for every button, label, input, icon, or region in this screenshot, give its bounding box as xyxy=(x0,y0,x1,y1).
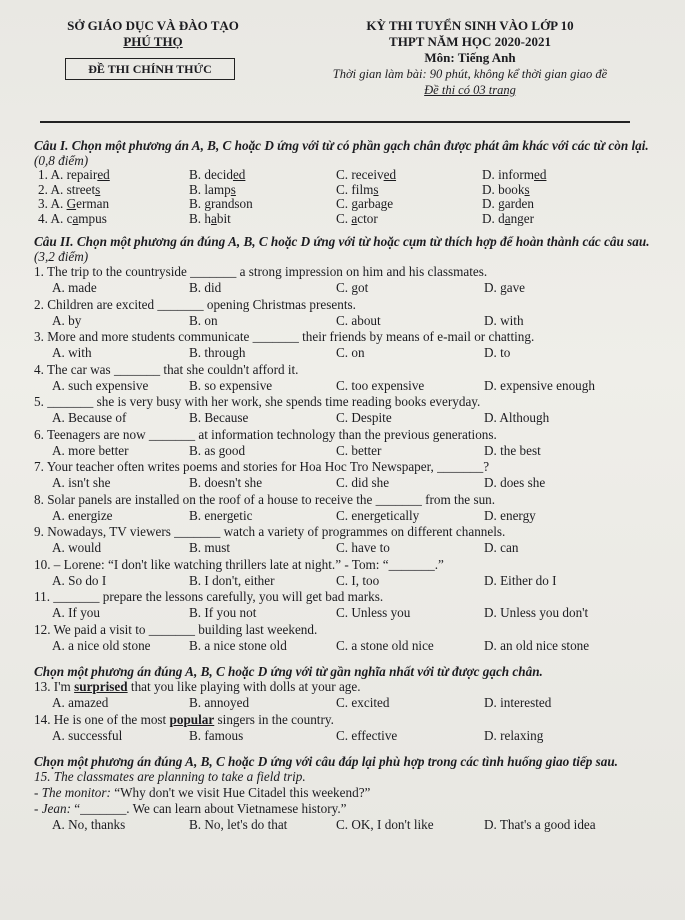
option-b[interactable]: B. a nice stone old xyxy=(189,637,287,653)
option-c[interactable]: C. energetically xyxy=(336,507,420,523)
underlined-part: s xyxy=(373,181,379,197)
option-d[interactable]: D. to xyxy=(484,345,511,361)
options-row xyxy=(34,728,664,745)
section-1-points: (0,8 điểm) xyxy=(34,153,89,168)
option-c[interactable] xyxy=(336,183,379,198)
option-b[interactable]: B. energetic xyxy=(189,507,253,523)
option-text: D. d xyxy=(482,210,505,226)
options-row xyxy=(34,378,664,395)
option-b[interactable]: B. I don't, either xyxy=(189,572,275,588)
option-a[interactable]: A. would xyxy=(52,540,102,556)
underlined-part: g xyxy=(204,196,211,212)
option-text: C. xyxy=(336,196,352,212)
question-stem: 2. Children are excited _______ opening Christmas presents. xyxy=(34,296,356,312)
header-divider xyxy=(40,121,630,123)
option-d[interactable]: D. with xyxy=(484,312,524,328)
section-4-title: Chọn một phương án đúng A, B, C hoặc D ứng với câu đáp lại phù hợp trong các tình huống giao tiếp sau. xyxy=(34,754,618,770)
options-row xyxy=(34,280,664,297)
question-stem xyxy=(34,712,664,728)
option-c[interactable]: C. a stone old nice xyxy=(336,637,434,653)
option-a[interactable]: A. a nice old stone xyxy=(52,637,151,653)
pronunciation-rows xyxy=(34,168,664,226)
option-d[interactable]: D. an old nice stone xyxy=(484,637,590,653)
option-d[interactable] xyxy=(482,197,534,212)
option-b[interactable] xyxy=(189,183,236,198)
option-d[interactable]: D. energy xyxy=(484,507,536,523)
header-right xyxy=(290,18,650,98)
option-text: D. xyxy=(482,196,499,212)
option-c[interactable]: C. effective xyxy=(336,727,398,743)
jean-label: - Jean: xyxy=(34,801,71,817)
school-year: THPT NĂM HỌC 2020-2021 xyxy=(389,34,551,49)
pronunciation-row xyxy=(34,168,664,183)
option-d[interactable]: D. Although xyxy=(484,410,550,426)
options-row xyxy=(34,573,664,590)
option-c[interactable] xyxy=(336,197,393,212)
option-b[interactable]: B. on xyxy=(189,312,218,328)
option-a[interactable] xyxy=(38,197,109,212)
option-a[interactable] xyxy=(38,212,107,227)
question-stem: 9. Nowadays, TV viewers _______ watch a variety of programmes on different channels. xyxy=(34,524,506,540)
option-b[interactable]: B. If you not xyxy=(189,605,257,621)
option-c[interactable]: C. OK, I don't like xyxy=(336,817,434,833)
option-a[interactable]: A. No, thanks xyxy=(52,817,126,833)
page-count: Đề thi có 03 trang xyxy=(424,83,516,97)
options-row xyxy=(34,443,664,460)
options-row xyxy=(34,345,664,362)
option-text: arbage xyxy=(357,196,394,212)
option-d[interactable]: D. gave xyxy=(484,280,526,296)
underlined-part: ed xyxy=(97,167,110,182)
option-a[interactable]: A. with xyxy=(52,345,92,361)
option-c[interactable]: C. excited xyxy=(336,695,390,711)
option-text: D. inform xyxy=(482,167,535,182)
options-row xyxy=(34,410,664,427)
option-c[interactable]: C. too expensive xyxy=(336,377,425,393)
options-row xyxy=(34,475,664,492)
section-4 xyxy=(34,754,664,834)
option-text: erman xyxy=(76,196,110,212)
option-b[interactable] xyxy=(189,197,253,212)
option-c[interactable] xyxy=(336,168,396,183)
option-d[interactable]: D. does she xyxy=(484,475,546,491)
pronunciation-row xyxy=(34,197,664,212)
option-text: B. xyxy=(189,196,205,212)
option-text: B. h xyxy=(189,210,211,226)
jean-text: “_______. We can learn about Vietnamese history.” xyxy=(70,801,347,817)
option-text: bit xyxy=(216,210,231,226)
option-c[interactable]: C. on xyxy=(336,345,365,361)
option-c[interactable]: C. did she xyxy=(336,475,390,491)
underlined-part: ed xyxy=(383,167,397,182)
option-text: 1. A. repair xyxy=(38,167,98,182)
stem-text: 13. I'm xyxy=(34,679,75,695)
section-2-points: (3,2 điểm) xyxy=(34,249,89,265)
option-a[interactable]: A. more better xyxy=(52,442,129,458)
option-text: 2. A. street xyxy=(38,181,96,197)
underlined-part: g xyxy=(498,196,505,212)
option-b[interactable]: B. must xyxy=(189,540,231,556)
option-b[interactable]: B. Because xyxy=(189,410,249,426)
option-c[interactable]: C. got xyxy=(336,280,369,296)
option-d[interactable]: D. the best xyxy=(484,442,541,458)
section-2-title xyxy=(34,234,664,264)
option-text: B. decid xyxy=(189,167,233,182)
option-c[interactable]: C. have to xyxy=(336,540,390,556)
question-15-stem: 15. The classmates are planning to take a field trip. xyxy=(34,769,306,785)
exam-title: KỲ THI TUYỂN SINH VÀO LỚP 10 xyxy=(366,18,574,33)
jean-line xyxy=(34,801,664,817)
options-row xyxy=(34,508,664,525)
options-row xyxy=(34,313,664,330)
option-a[interactable]: A. If you xyxy=(52,605,100,621)
option-a[interactable]: A. Because of xyxy=(52,410,127,426)
underlined-part: a xyxy=(72,210,79,226)
option-text: mpus xyxy=(78,210,107,226)
option-a[interactable]: A. such expensive xyxy=(52,377,149,393)
option-text: B. lamp xyxy=(189,181,231,197)
synonym-questions xyxy=(34,679,664,744)
section-1-title xyxy=(34,138,664,168)
official-exam-label: ĐỀ THI CHÍNH THỨC xyxy=(65,58,235,80)
option-c[interactable]: C. I, too xyxy=(336,572,380,588)
underlined-part: a xyxy=(351,210,358,226)
option-c[interactable]: C. about xyxy=(336,312,381,328)
option-d[interactable]: D. Either do I xyxy=(484,572,557,588)
department-name: SỞ GIÁO DỤC VÀ ĐÀO TẠO xyxy=(67,18,239,33)
option-a[interactable]: A. amazed xyxy=(52,695,109,711)
question-stem: 11. _______ prepare the lessons carefully, you will get bad marks. xyxy=(34,589,384,605)
section-1 xyxy=(34,138,664,226)
option-b[interactable]: B. through xyxy=(189,345,246,361)
section-3-title: Chọn một phương án đúng A, B, C hoặc D ứng với từ gần nghĩa nhất với từ được gạch chân. xyxy=(34,664,543,680)
underlined-part: s xyxy=(230,181,236,197)
pronunciation-row xyxy=(34,212,664,227)
option-a[interactable] xyxy=(38,183,100,198)
option-text: nger xyxy=(510,210,535,226)
monitor-text: “Why don't we visit Hue Citadel this weekend?” xyxy=(110,785,371,801)
question-stem xyxy=(34,679,664,695)
time-limit: Thời gian làm bài: 90 phút, không kể thời gian giao đề xyxy=(332,67,608,81)
option-a[interactable]: A. by xyxy=(52,312,82,328)
option-b[interactable]: B. annoyed xyxy=(189,695,250,711)
question-stem: 4. The car was _______ that she couldn't afford it. xyxy=(34,361,299,377)
option-d[interactable]: D. That's a good idea xyxy=(484,817,596,833)
underlined-word: surprised xyxy=(74,679,128,695)
underlined-part: ed xyxy=(232,167,246,182)
option-a[interactable]: A. successful xyxy=(52,727,123,743)
underlined-part: s xyxy=(524,181,530,197)
underlined-part: g xyxy=(351,196,358,212)
header-left xyxy=(38,18,268,50)
underlined-part: G xyxy=(66,196,77,212)
option-text: 3. A. xyxy=(38,196,67,212)
option-a[interactable]: A. energize xyxy=(52,507,113,523)
section-2-instruction: Câu II. Chọn một phương án đúng A, B, C hoặc D ứng với từ hoặc cụm từ thích hợp để hoàn thành các câu sau. xyxy=(34,234,650,250)
option-d[interactable]: D. expensive enough xyxy=(484,377,595,393)
stem-text: 14. He is one of the most xyxy=(34,711,170,727)
question-15-options xyxy=(34,817,664,834)
pronunciation-row xyxy=(34,183,664,198)
stem-text: that you like playing with dolls at your age. xyxy=(127,679,361,695)
underlined-part: ed xyxy=(534,167,547,182)
option-d[interactable]: D. relaxing xyxy=(484,727,544,743)
question-stem: 3. More and more students communicate _______ their friends by means of e-mail or chatting. xyxy=(34,329,535,345)
section-3 xyxy=(34,664,664,744)
option-a[interactable] xyxy=(38,168,110,183)
option-c[interactable] xyxy=(336,212,378,227)
subject: Môn: Tiếng Anh xyxy=(424,50,516,65)
option-b[interactable]: B. No, let's do that xyxy=(189,817,288,833)
underlined-part: a xyxy=(504,210,511,226)
option-b[interactable]: B. doesn't she xyxy=(189,475,263,491)
option-d[interactable]: D. Unless you don't xyxy=(484,605,589,621)
option-text: 4. A. c xyxy=(38,210,73,226)
question-stem: 12. We paid a visit to _______ building last weekend. xyxy=(34,621,318,637)
option-text: randson xyxy=(210,196,253,212)
option-d[interactable]: D. interested xyxy=(484,695,552,711)
option-d[interactable] xyxy=(482,212,534,227)
section-1-instruction: Câu I. Chọn một phương án A, B, C hoặc D ứng với từ có phần gạch chân được phát âm khác với các từ còn lại. xyxy=(34,138,649,153)
underlined-part: a xyxy=(210,210,217,226)
underlined-word: popular xyxy=(169,711,215,727)
options-row xyxy=(34,695,664,712)
option-d[interactable] xyxy=(482,183,530,198)
question-stem: 1. The trip to the countryside _______ a strong impression on him and his classmates. xyxy=(34,264,488,280)
option-text: D. book xyxy=(482,181,525,197)
section-2 xyxy=(34,234,664,654)
question-stem: 8. Solar panels are installed on the roof of a house to receive the _______ from the sun. xyxy=(34,491,496,507)
option-b[interactable]: B. famous xyxy=(189,727,244,743)
monitor-line xyxy=(34,785,664,801)
option-c[interactable]: C. Unless you xyxy=(336,605,411,621)
option-b[interactable]: B. as good xyxy=(189,442,246,458)
grammar-questions xyxy=(34,264,664,654)
option-d[interactable]: D. can xyxy=(484,540,519,556)
options-row xyxy=(34,605,664,622)
option-a[interactable]: A. So do I xyxy=(52,572,107,588)
question-stem: 5. _______ she is very busy with her work, she spends time reading books everyday. xyxy=(34,394,481,410)
option-text: arden xyxy=(504,196,535,212)
question-stem: 10. – Lorene: “I don't like watching thrillers late at night.” - Tom: “_______.” xyxy=(34,556,444,572)
exam-content xyxy=(34,138,664,842)
province-name: PHÚ THỌ xyxy=(123,34,183,49)
option-a[interactable]: A. isn't she xyxy=(52,475,111,491)
option-c[interactable]: C. Despite xyxy=(336,410,392,426)
underlined-part: s xyxy=(95,181,101,197)
question-stem: 7. Your teacher often writes poems and stories for Hoa Hoc Tro Newspaper, _______? xyxy=(34,459,490,475)
option-a[interactable]: A. made xyxy=(52,280,97,296)
stem-text: singers in the country. xyxy=(214,711,334,727)
option-b[interactable]: B. so expensive xyxy=(189,377,273,393)
option-c[interactable]: C. better xyxy=(336,442,382,458)
option-text: C. film xyxy=(336,181,374,197)
option-text: ctor xyxy=(357,210,378,226)
options-row xyxy=(34,540,664,557)
option-text: C. xyxy=(336,210,352,226)
question-stem: 6. Teenagers are now _______ at information technology than the previous generations. xyxy=(34,426,497,442)
options-row xyxy=(34,638,664,655)
option-text: C. receiv xyxy=(336,167,384,182)
option-d[interactable] xyxy=(482,168,546,183)
option-b[interactable]: B. did xyxy=(189,280,222,296)
option-b[interactable] xyxy=(189,168,245,183)
option-b[interactable] xyxy=(189,212,231,227)
monitor-label: - The monitor: xyxy=(34,785,111,801)
